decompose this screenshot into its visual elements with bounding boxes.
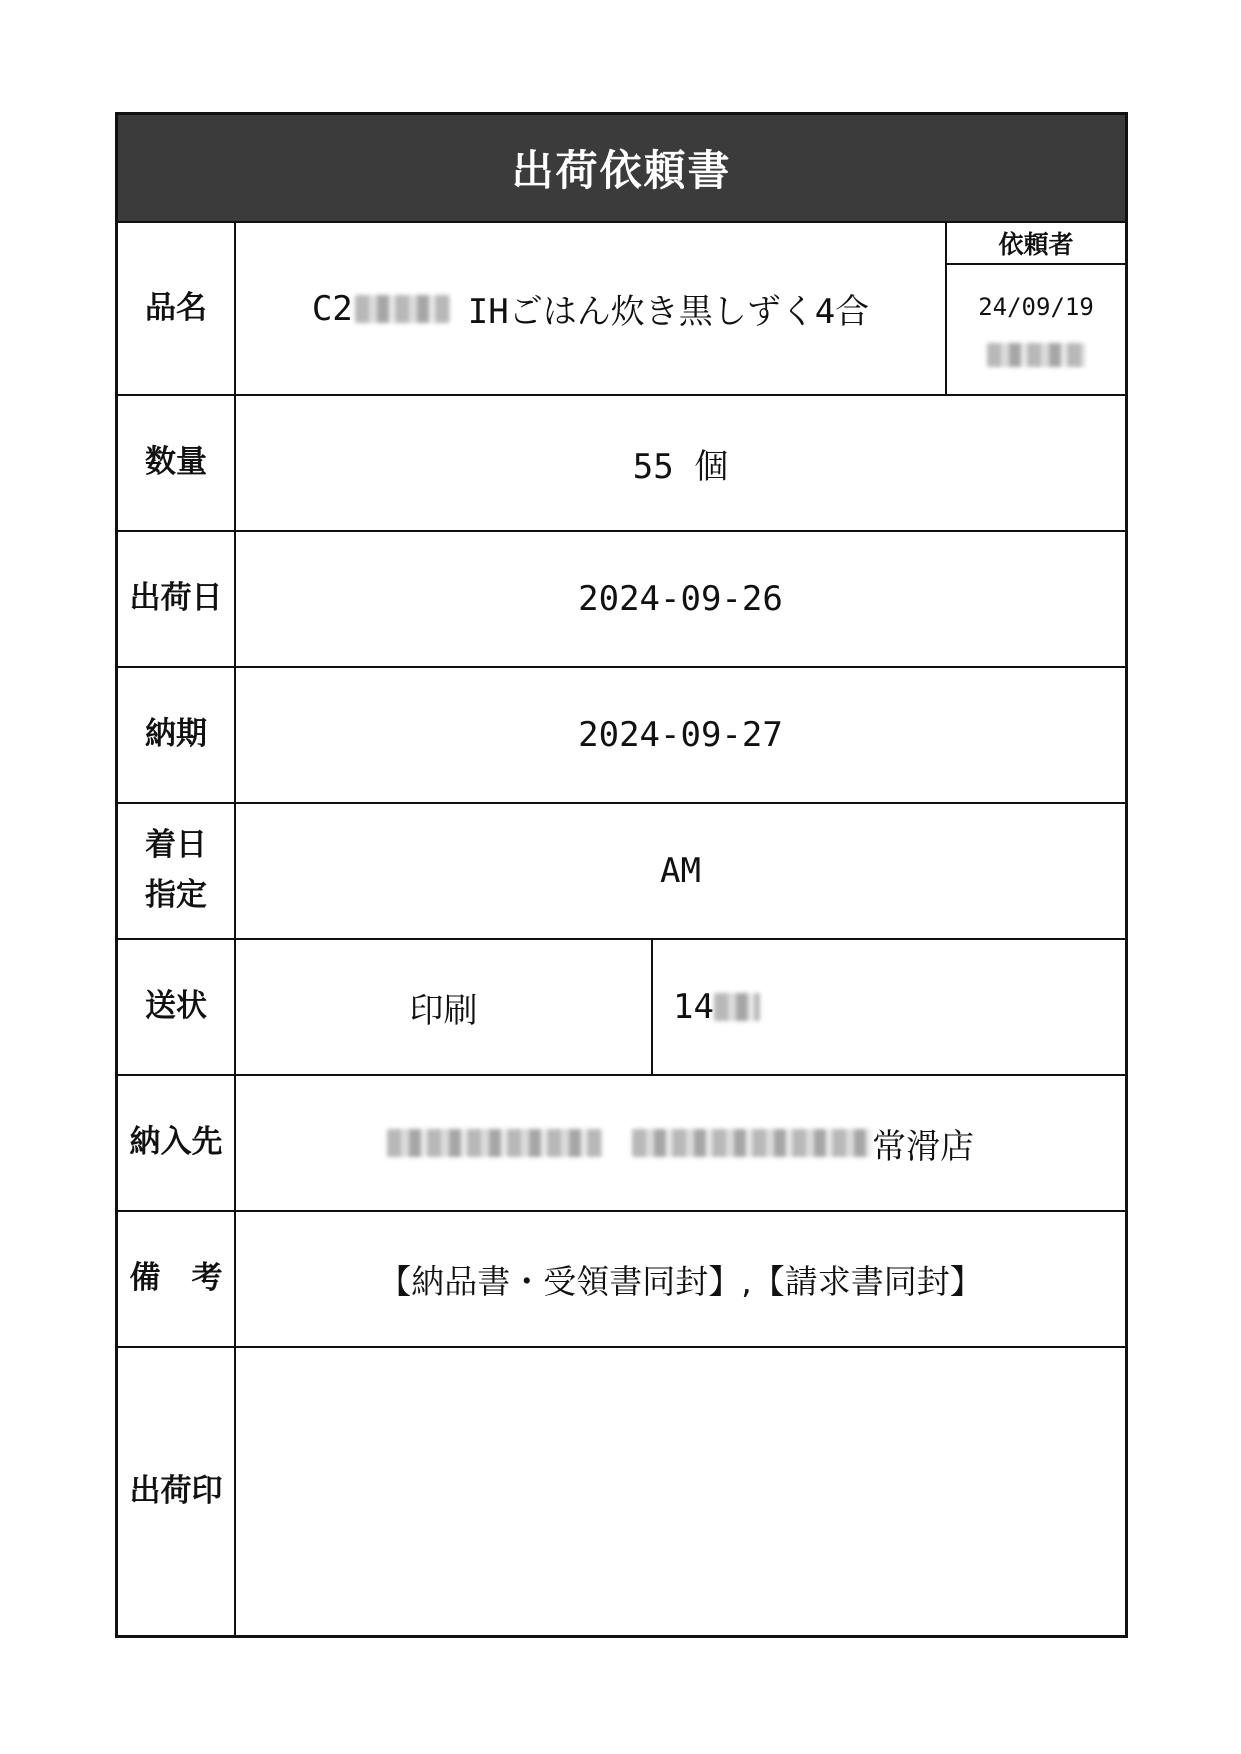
document-title: 出荷依頼書 [118, 115, 1125, 223]
due-date-label: 納期 [118, 668, 236, 802]
ship-date-value: 2024-09-26 [578, 579, 783, 619]
destination-store: 常滑店 [872, 1126, 974, 1167]
invoice-number-visible: 14 [673, 987, 714, 1027]
invoice-label: 送状 [118, 940, 236, 1074]
quantity-value: 55 個 [632, 446, 729, 487]
request-date: 24/09/19 [978, 292, 1094, 321]
redacted-destination-part1 [387, 1129, 602, 1157]
stamp-area [236, 1348, 1125, 1635]
requester-box [945, 223, 1125, 394]
destination-value [236, 1076, 1125, 1210]
arrival-label-line2: 指定 [145, 877, 207, 913]
item-value [236, 223, 945, 394]
remarks-value: 【納品書・受領書同封】,【請求書同封】 [378, 1261, 983, 1301]
invoice-row [118, 940, 1125, 1076]
requester-label: 依頼者 [947, 223, 1125, 265]
arrival-label [118, 804, 236, 938]
stamp-row [118, 1348, 1125, 1635]
shipping-request-sheet [115, 112, 1128, 1638]
item-label: 品名 [118, 223, 236, 394]
invoice-method: 印刷 [236, 940, 653, 1074]
due-date-value: 2024-09-27 [578, 715, 783, 755]
ship-date-label: 出荷日 [118, 532, 236, 666]
quantity-row [118, 396, 1125, 532]
due-date-row [118, 668, 1125, 804]
destination-label: 納入先 [118, 1076, 236, 1210]
stamp-label: 出荷印 [118, 1348, 236, 1635]
item-name: IHごはん炊き黒しずく4合 [467, 292, 870, 332]
item-code: C2 [311, 288, 353, 329]
invoice-number [653, 940, 1125, 1074]
destination-row [118, 1076, 1125, 1212]
ship-date-row [118, 532, 1125, 668]
remarks-row [118, 1212, 1125, 1348]
redacted-destination-part2 [632, 1129, 872, 1157]
arrival-label-line1: 着日 [145, 827, 207, 864]
redacted-item-code [355, 295, 450, 323]
arrival-value: AM [660, 851, 701, 891]
item-row [118, 223, 1125, 396]
arrival-row [118, 804, 1125, 940]
redacted-invoice-number [714, 993, 760, 1021]
quantity-label: 数量 [118, 396, 236, 530]
redacted-requester-name [987, 343, 1085, 367]
remarks-label: 備 考 [118, 1212, 236, 1346]
